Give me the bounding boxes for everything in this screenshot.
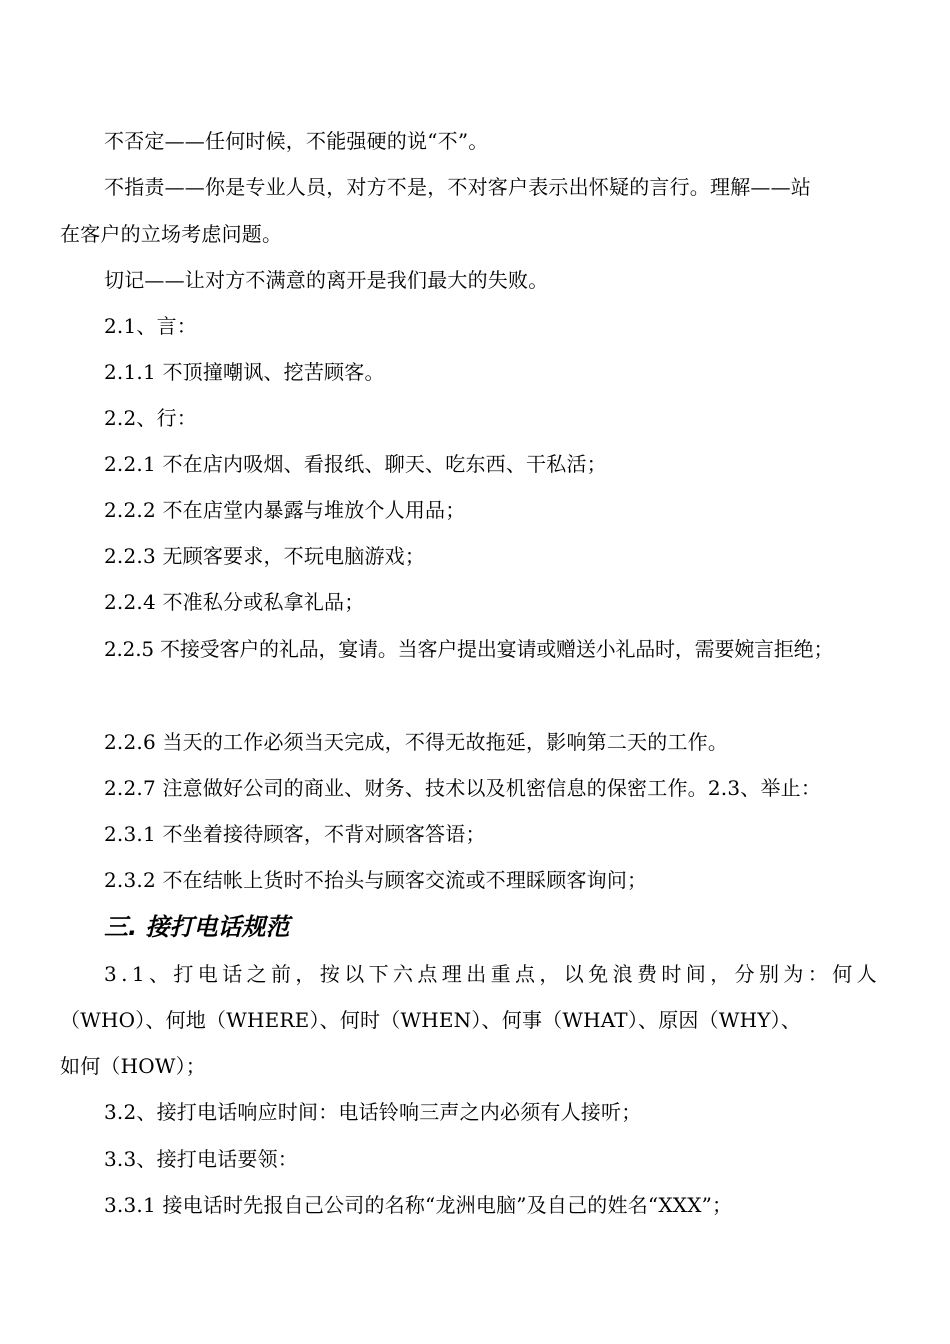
section-2-2-2: 2.2.2 不在店堂内暴露与堆放个人用品； <box>104 498 466 522</box>
section-2-2-5: 2.2.5 不接受客户的礼品，宴请。当客户提出宴请或赠送小礼品时，需要婉言拒绝； <box>104 637 834 661</box>
section-3-heading: 三. 接打电话规范 <box>104 913 290 941</box>
section-3-1-line2: （WHO）、何地（WHERE）、何时（WHEN）、何事（WHAT）、原因（WHY）、 <box>60 1008 802 1032</box>
section-3-1-line1: 3.1、打电话之前，按以下六点理出重点，以免浪费时间，分别为：何人 <box>104 962 882 986</box>
paragraph-no-denial: 不否定——任何时候，不能强硬的说“不”。 <box>104 129 489 153</box>
section-3-3-title: 3.3、接打电话要领： <box>104 1147 299 1171</box>
section-2-2-6: 2.2.6 当天的工作必须当天完成，不得无故拖延，影响第二天的工作。 <box>104 730 729 754</box>
section-2-2-1: 2.2.1 不在店内吸烟、看报纸、聊天、吃东西、干私活； <box>104 452 607 476</box>
section-2-1-title: 2.1、言： <box>104 314 198 338</box>
section-2-2-title: 2.2、行： <box>104 406 198 430</box>
section-2-2-7: 2.2.7 注意做好公司的商业、财务、技术以及机密信息的保密工作。2.3、举止： <box>104 776 822 800</box>
section-2-1-1: 2.1.1 不顶撞嘲讽、挖苦顾客。 <box>104 360 385 384</box>
paragraph-remember: 切记——让对方不满意的离开是我们最大的失败。 <box>104 268 549 292</box>
section-3-2: 3.2、接打电话响应时间：电话铃响三声之内必须有人接听； <box>104 1100 642 1124</box>
section-3-3-1: 3.3.1 接电话时先报自己公司的名称“龙洲电脑”及自己的姓名“XXX”； <box>104 1193 733 1217</box>
section-3-1-line3: 如何（HOW）； <box>60 1054 206 1078</box>
section-2-2-3: 2.2.3 无顾客要求，不玩电脑游戏； <box>104 544 426 568</box>
paragraph-no-blame-line1: 不指责——你是专业人员，对方不是，不对客户表示出怀疑的言行。理解——站 <box>104 175 811 199</box>
paragraph-no-blame-line2: 在客户的立场考虑问题。 <box>60 222 283 246</box>
section-2-3-2: 2.3.2 不在结帐上货时不抬头与顾客交流或不理睬顾客询问； <box>104 868 648 892</box>
section-2-3-1: 2.3.1 不坐着接待顾客，不背对顾客答语； <box>104 822 486 846</box>
section-2-2-4: 2.2.4 不准私分或私拿礼品； <box>104 590 365 614</box>
